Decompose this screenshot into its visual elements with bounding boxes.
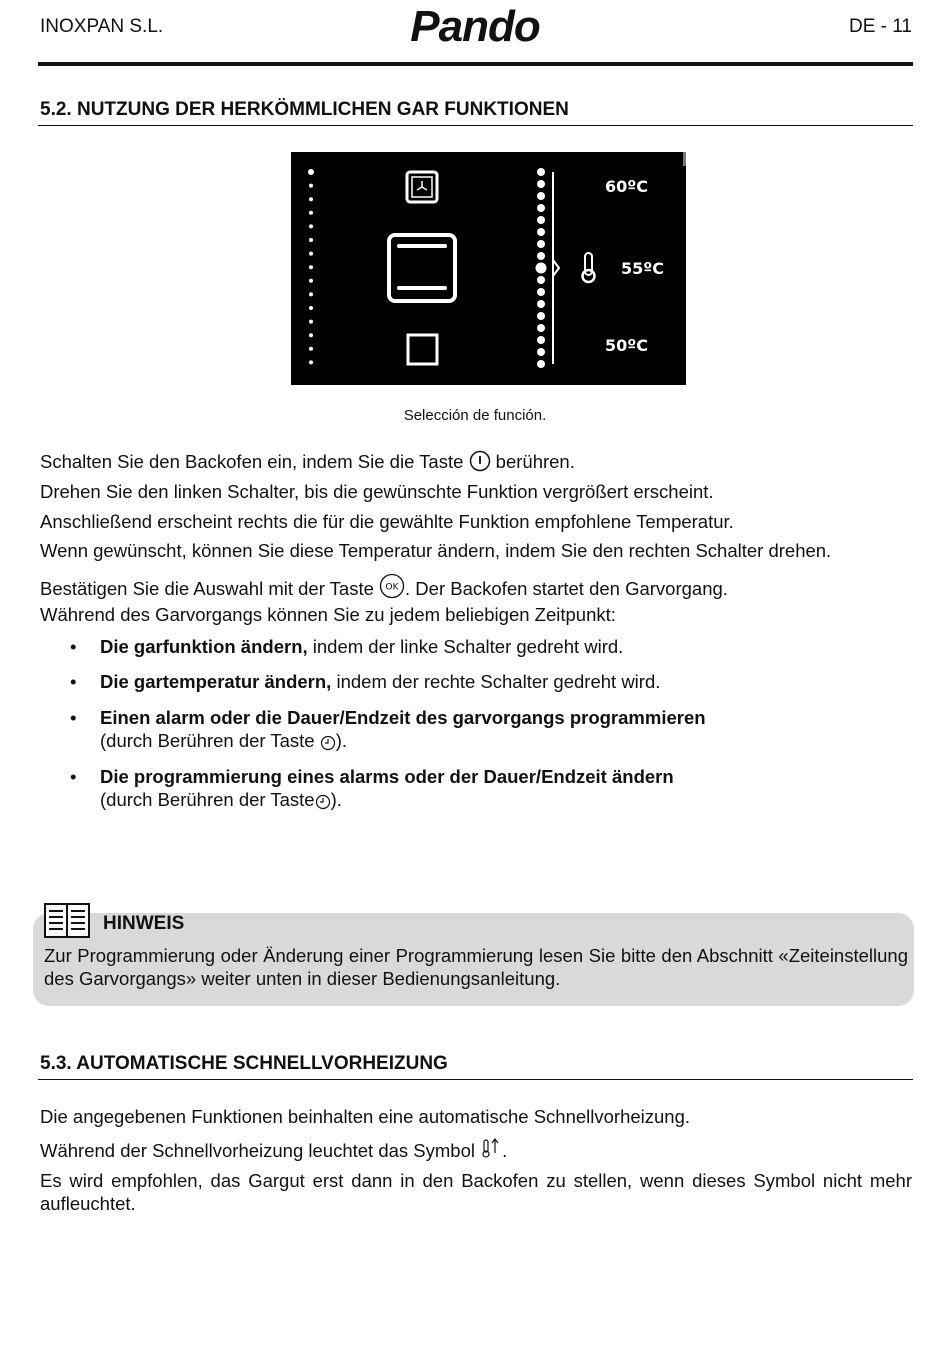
selector-dot [537, 240, 545, 248]
note-text: Zur Programmierung oder Änderung einer Programmierung lesen Sie bitte den Abschnitt «Zeiteinstellung des Garvorgangs» weiter unten in dieser Bedienungsanleitung. [44, 945, 908, 989]
selector-dot [309, 320, 313, 324]
oven-conventional-icon [389, 235, 455, 301]
oven-fan-icon [407, 172, 437, 202]
book-icon [44, 903, 90, 944]
list-item: Die garfunktion ändern, indem der linke Schalter gedreht wird. [100, 636, 624, 657]
bullet-marker: • [70, 707, 77, 728]
selector-dot [537, 276, 545, 284]
list-item: Einen alarm oder die Dauer/Endzeit des garvorgangs programmieren (durch Berühren der Taste ). [100, 706, 900, 756]
section-title-5-2: 5.2. NUTZUNG DER HERKÖMMLICHEN GAR FUNKTIONEN [40, 99, 569, 120]
selector-dot [309, 252, 313, 256]
selector-dot [309, 360, 313, 364]
paragraph-during-cooking: Während des Garvorgangs können Sie zu jedem beliebigen Zeitpunkt: [40, 604, 616, 625]
selector-dot [309, 224, 313, 228]
paragraph-left-switch: Drehen Sie den linken Schalter, bis die gewünschte Funktion vergrößert erscheint. [40, 481, 714, 502]
selector-dot [537, 204, 545, 212]
selector-dot [309, 211, 313, 215]
note-title: HINWEIS [103, 913, 185, 934]
paragraph-confirm: Bestätigen Sie die Auswahl mit der Taste OK . Der Backofen startet den Garvorgang. [40, 573, 912, 604]
paragraph-recommendation: Es wird empfohlen, das Gargut erst dann in den Backofen zu stellen, wenn dieses Symbol nicht mehr aufleuchtet. [40, 1170, 912, 1214]
selector-dot [309, 347, 313, 351]
company-name: INOXPAN S.L. [40, 16, 164, 37]
selector-dot [309, 333, 313, 337]
paragraph-preheat-symbol: Während der Schnellvorheizung leuchtet das Symbol . [40, 1137, 912, 1166]
clock-icon [320, 733, 336, 756]
clock-icon [315, 792, 331, 815]
selector-dot [309, 306, 313, 310]
right-selector-dots [536, 168, 547, 368]
selector-dot [308, 169, 314, 175]
power-icon [469, 450, 491, 477]
section-title-5-3: 5.3. AUTOMATISCHE SCHNELLVORHEIZUNG [40, 1053, 448, 1074]
paragraph-temperature: Anschließend erscheint rechts die für die gewählte Funktion empfohlene Temperatur. [40, 511, 734, 532]
selector-dot [537, 216, 545, 224]
selector-dot [309, 292, 313, 296]
selector-dot [537, 228, 545, 236]
selector-dot [537, 300, 545, 308]
selector-dot [536, 263, 547, 274]
paragraph-preheat: Die angegebenen Funktionen beinhalten eine automatische Schnellvorheizung. [40, 1106, 691, 1127]
list-item: Die gartemperatur ändern, indem der rechte Schalter gedreht wird. [100, 671, 661, 692]
selector-dot [537, 324, 545, 332]
selector-dot [537, 168, 545, 176]
bullet-marker: • [70, 671, 77, 692]
figure-caption: Selección de función. [403, 407, 547, 424]
section-rule [38, 1079, 913, 1080]
preheat-icon [480, 1137, 502, 1166]
bullet-marker: • [70, 766, 77, 787]
left-selector-dots [308, 169, 314, 364]
selector-dot [309, 184, 313, 188]
selector-dot [537, 288, 545, 296]
page-number: DE - 11 [848, 16, 912, 37]
selector-dot [309, 238, 313, 242]
oven-bottom-icon [408, 335, 437, 364]
selector-dot [537, 360, 545, 368]
svg-text:OK: OK [385, 582, 399, 593]
selector-dot [537, 192, 545, 200]
ok-button-icon [379, 573, 405, 604]
section-rule [38, 125, 913, 126]
temp-60: 60ºC [605, 177, 649, 196]
selector-dot [537, 252, 545, 260]
selector-dot [309, 197, 313, 201]
thermometer-icon [583, 253, 595, 282]
bullet-marker: • [70, 636, 77, 657]
brand-logo: Pando [410, 2, 540, 51]
temp-55: 55ºC [621, 259, 665, 278]
oven-display-image [291, 152, 686, 385]
selector-dot [537, 348, 545, 356]
selector-dot [537, 180, 545, 188]
paragraph-power-on: Schalten Sie den Backofen ein, indem Sie die Taste berühren. [40, 450, 912, 477]
temp-50: 50ºC [605, 336, 649, 355]
list-item: Die programmierung eines alarms oder der Dauer/Endzeit ändern (durch Berühren der Taste ). [100, 765, 900, 815]
selector-dot [537, 312, 545, 320]
selector-dot [537, 336, 545, 344]
selector-dot [309, 265, 313, 269]
header-rule [38, 62, 913, 66]
selector-dot [309, 279, 313, 283]
paragraph-right-switch: Wenn gewünscht, können Sie diese Temperatur ändern, indem Sie den rechten Schalter drehen. [40, 540, 832, 561]
